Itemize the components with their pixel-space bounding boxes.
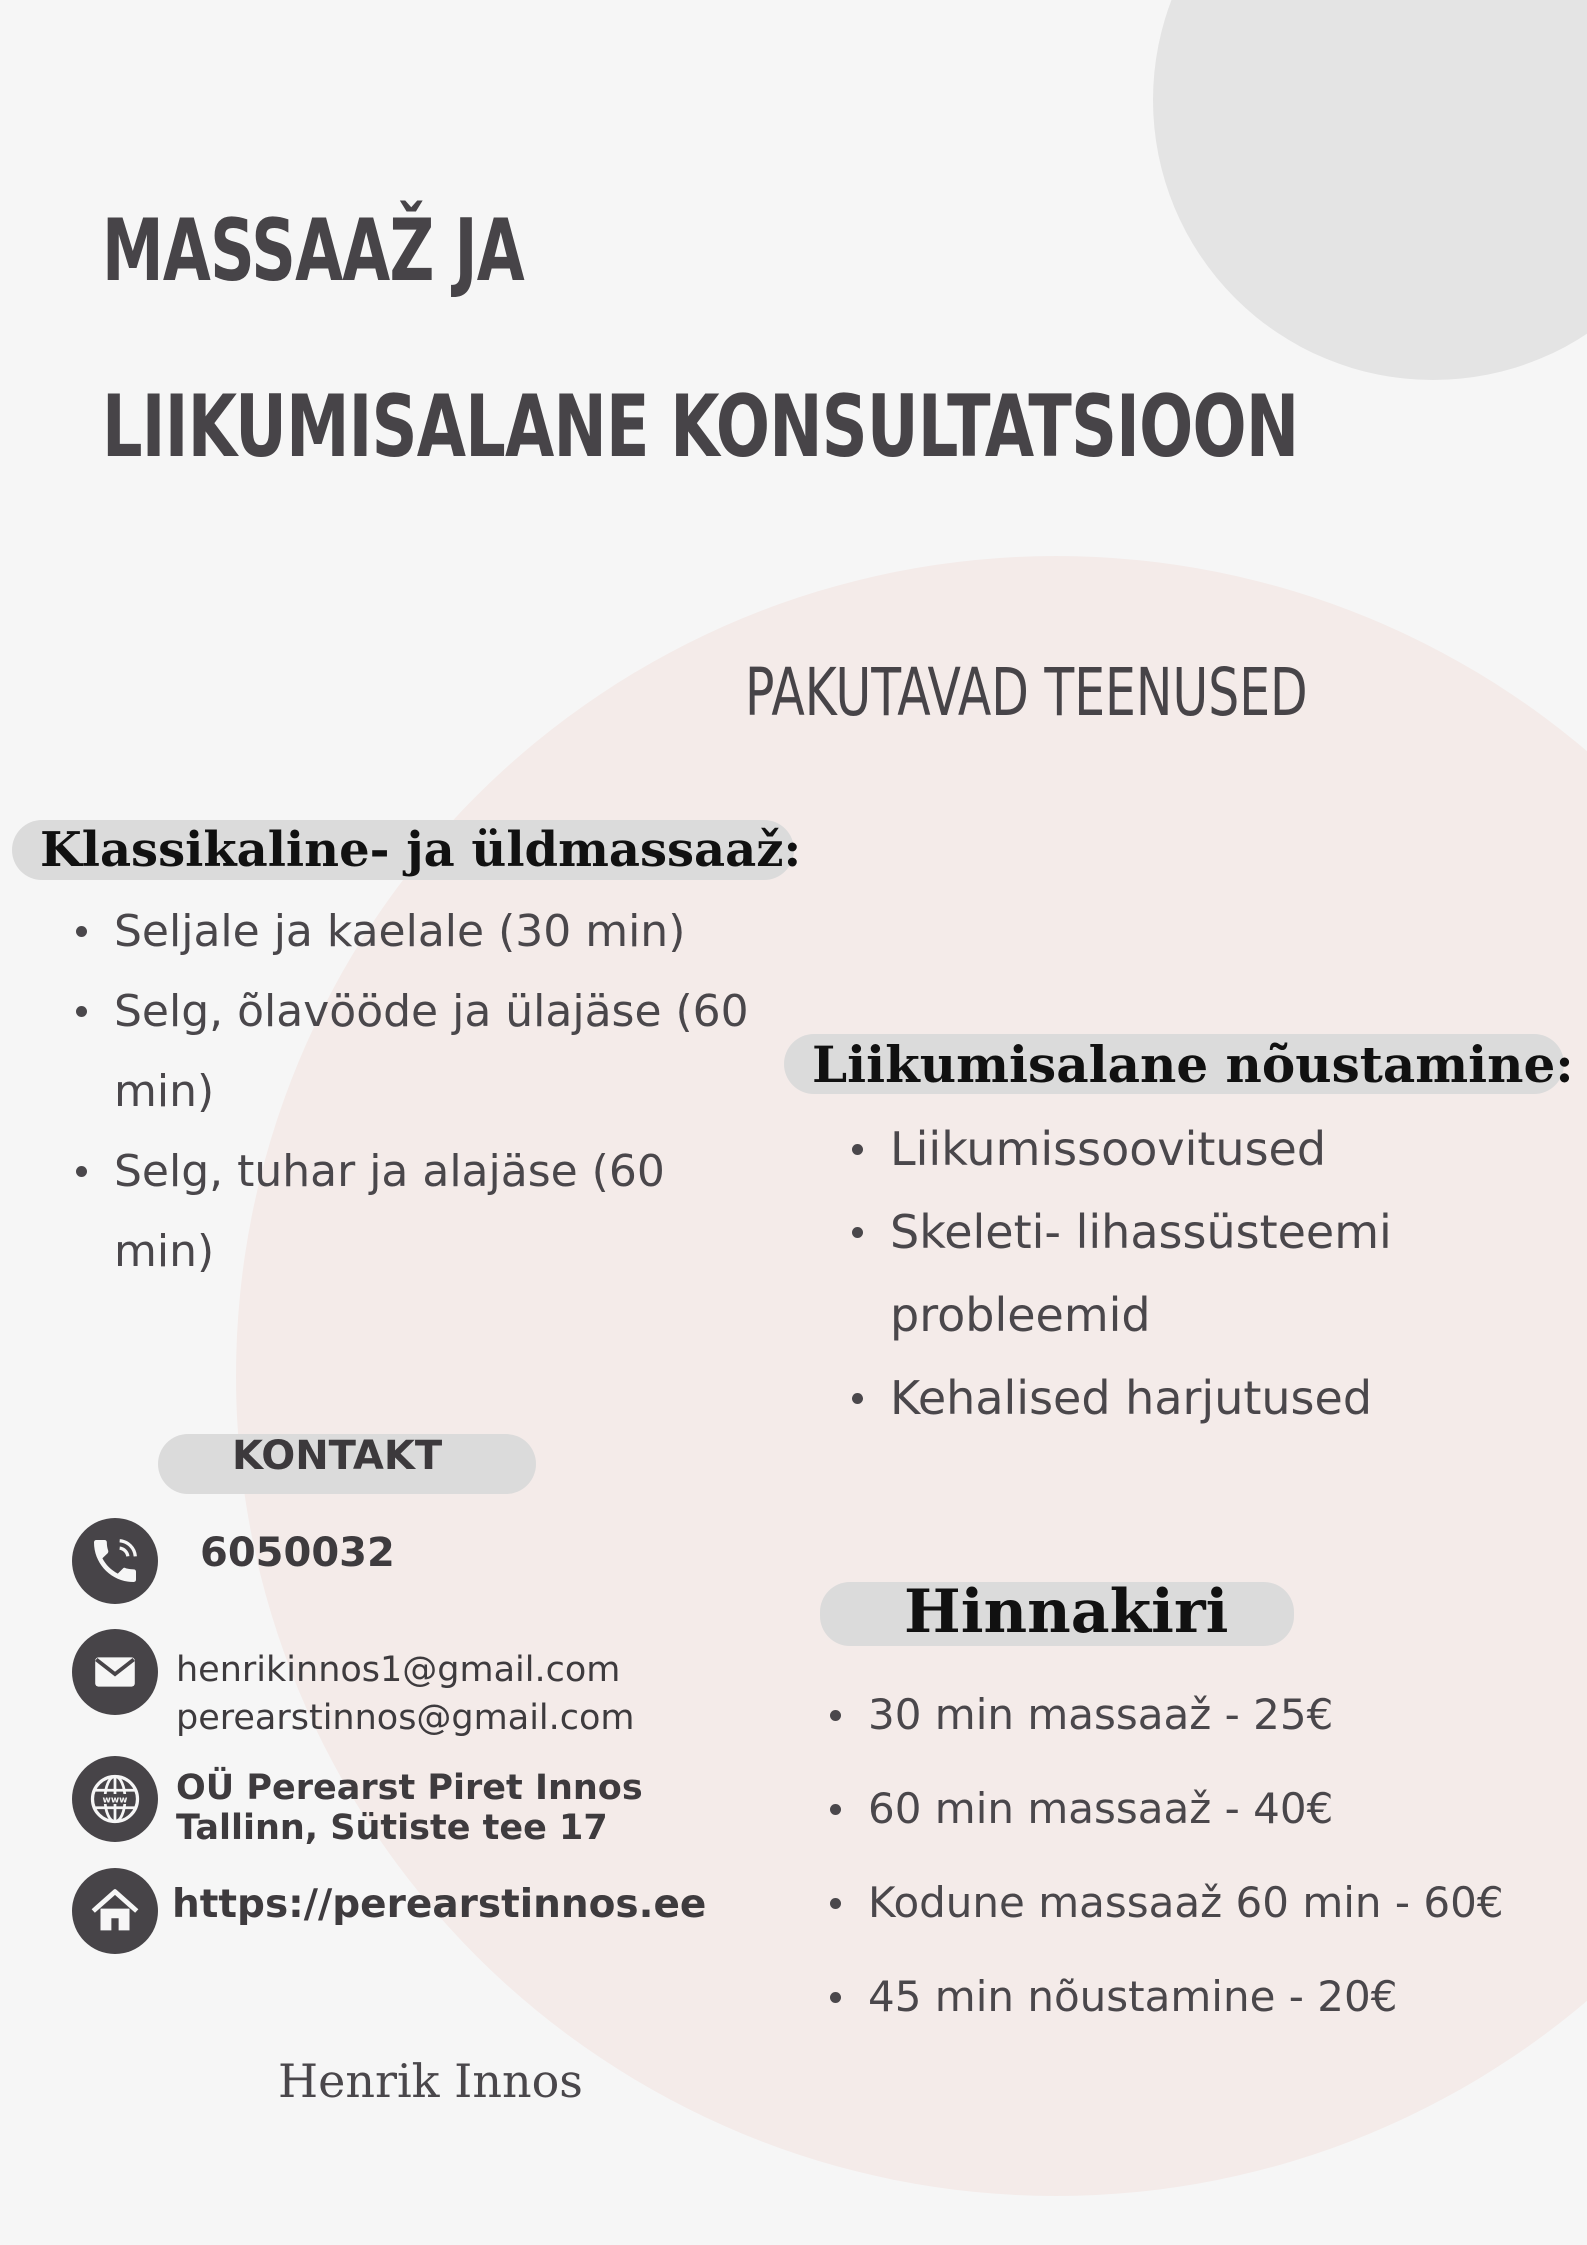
company-name: OÜ Perearst Piret Innos (176, 1768, 643, 1808)
email-primary[interactable]: henrikinnos1@gmail.com (176, 1650, 621, 1690)
signature: Henrik Innos (278, 2054, 583, 2108)
home-icon (72, 1868, 158, 1954)
list-item: 45 min nõustamine - 20€ (830, 1962, 1570, 2056)
mail-icon (72, 1629, 158, 1715)
price-list (830, 1680, 1570, 2056)
page-title-line1: MASSAAŽ JA (102, 201, 525, 301)
globe-icon (72, 1756, 158, 1842)
list-item: Seljale ja kaelale (30 min) (76, 892, 776, 972)
website-link[interactable]: https://perearstinnos.ee (172, 1882, 707, 1927)
company-address: Tallinn, Sütiste tee 17 (176, 1808, 608, 1848)
prices-heading: Hinnakiri (904, 1577, 1229, 1647)
massage-heading: Klassikaline- ja üldmassaaž: (40, 822, 802, 878)
phone-icon (72, 1518, 158, 1604)
decorative-circle-top (1153, 0, 1587, 380)
services-heading: PAKUTAVAD TEENUSED (745, 654, 1308, 731)
list-item: Selg, õlavööde ja ülajäse (60 min) (76, 972, 776, 1132)
advice-list (852, 1108, 1532, 1440)
email-secondary[interactable]: perearstinnos@gmail.com (176, 1698, 635, 1738)
phone-number[interactable]: 6050032 (200, 1530, 395, 1576)
list-item: Liikumissoovitused (852, 1108, 1532, 1191)
svg-text:www: www (102, 1795, 128, 1806)
kontakt-label: KONTAKT (232, 1433, 443, 1479)
list-item: 30 min massaaž - 25€ (830, 1680, 1570, 1774)
advice-heading: Liikumisalane nõustamine: (812, 1035, 1574, 1094)
list-item: Skeleti- lihassüsteemi probleemid (852, 1191, 1532, 1357)
list-item: Kehalised harjutused (852, 1357, 1532, 1440)
page-title-line2: LIIKUMISALANE KONSULTATSIOON (102, 377, 1299, 477)
list-item: 60 min massaaž - 40€ (830, 1774, 1570, 1868)
list-item: Kodune massaaž 60 min - 60€ (830, 1868, 1570, 1962)
massage-list (76, 892, 776, 1292)
list-item: Selg, tuhar ja alajäse (60 min) (76, 1132, 776, 1292)
